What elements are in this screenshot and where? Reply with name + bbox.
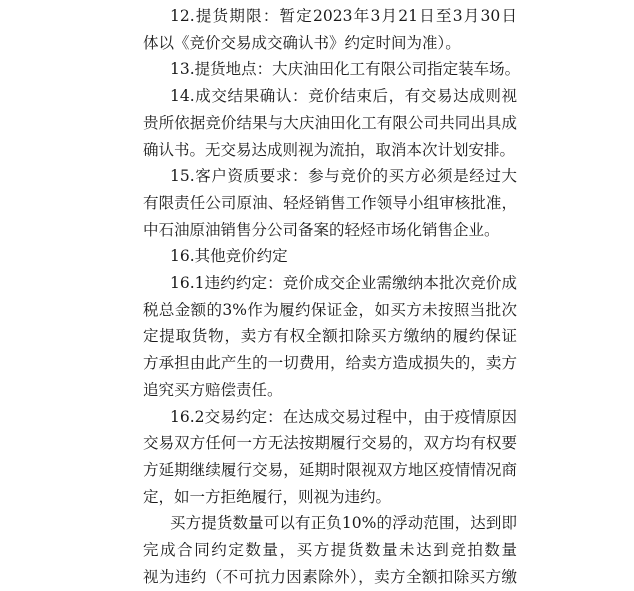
- clause-16-2-line-2: 交易双方任何一方无法按期履行交易的，双方均有权要: [143, 434, 517, 453]
- clause-14-line-2: 贵所依据竞价结果与大庆油田化工有限公司共同出具成: [143, 113, 517, 132]
- clause-15-line-1: 15.客户资质要求：参与竞价的买方必须是经过大: [170, 167, 517, 186]
- quantity-para-line-1: 买方提货数量可以有正负10%的浮动范围，达到即: [170, 514, 517, 533]
- clause-16-1-line-3: 定提取货物，卖方有权全额扣除买方缴纳的履约保证: [143, 327, 517, 346]
- clause-16-heading: 16.其他竞价约定: [170, 247, 288, 266]
- clause-13-line-1: 13.提货地点：大庆油田化工有限公司指定装车场。: [170, 60, 521, 79]
- clause-16-1-line-4: 方承担由此产生的一切费用，给卖方造成损失的，卖方: [143, 354, 517, 373]
- quantity-para-line-2: 完成合同约定数量，买方提货数量未达到竞拍数量: [143, 541, 517, 559]
- clause-16-2-line-4: 定，如一方拒绝履行，则视为违约。: [143, 487, 392, 506]
- clause-14-line-3: 确认书。无交易达成则视为流拍，取消本次计划安排。: [143, 140, 516, 159]
- clause-15-line-3: 中石油原油销售分公司备案的轻烃市场化销售企业。: [143, 220, 500, 239]
- clause-12-line-2: 体以《竞价交易成交确认书》约定时间为准）。: [143, 33, 461, 52]
- clause-16-1-line-2: 税总金额的3%作为履约保证金，如买方未按照当批次: [143, 300, 517, 319]
- clause-12-line-1: 12.提货期限：暂定2023年3月21日至3月30日: [170, 7, 517, 25]
- clause-16-1-line-1: 16.1违约约定：竞价成交企业需缴纳本批次竞价成: [170, 274, 517, 292]
- quantity-para-line-3: 视为违约（不可抗力因素除外），卖方全额扣除买方缴: [143, 567, 517, 586]
- clause-16-2-line-3: 方延期继续履行交易，延期时限视双方地区疫情情况商: [143, 460, 517, 479]
- clause-14-line-1: 14.成交结果确认：竞价结束后，有交易达成则视: [170, 87, 517, 106]
- clause-15-line-2: 有限责任公司原油、轻烃销售工作领导小组审核批准，: [143, 193, 517, 212]
- clause-16-1-line-5: 追究买方赔偿责任。: [143, 380, 283, 399]
- clause-16-2-line-1: 16.2交易约定：在达成交易过程中，由于疫情原因: [170, 407, 517, 426]
